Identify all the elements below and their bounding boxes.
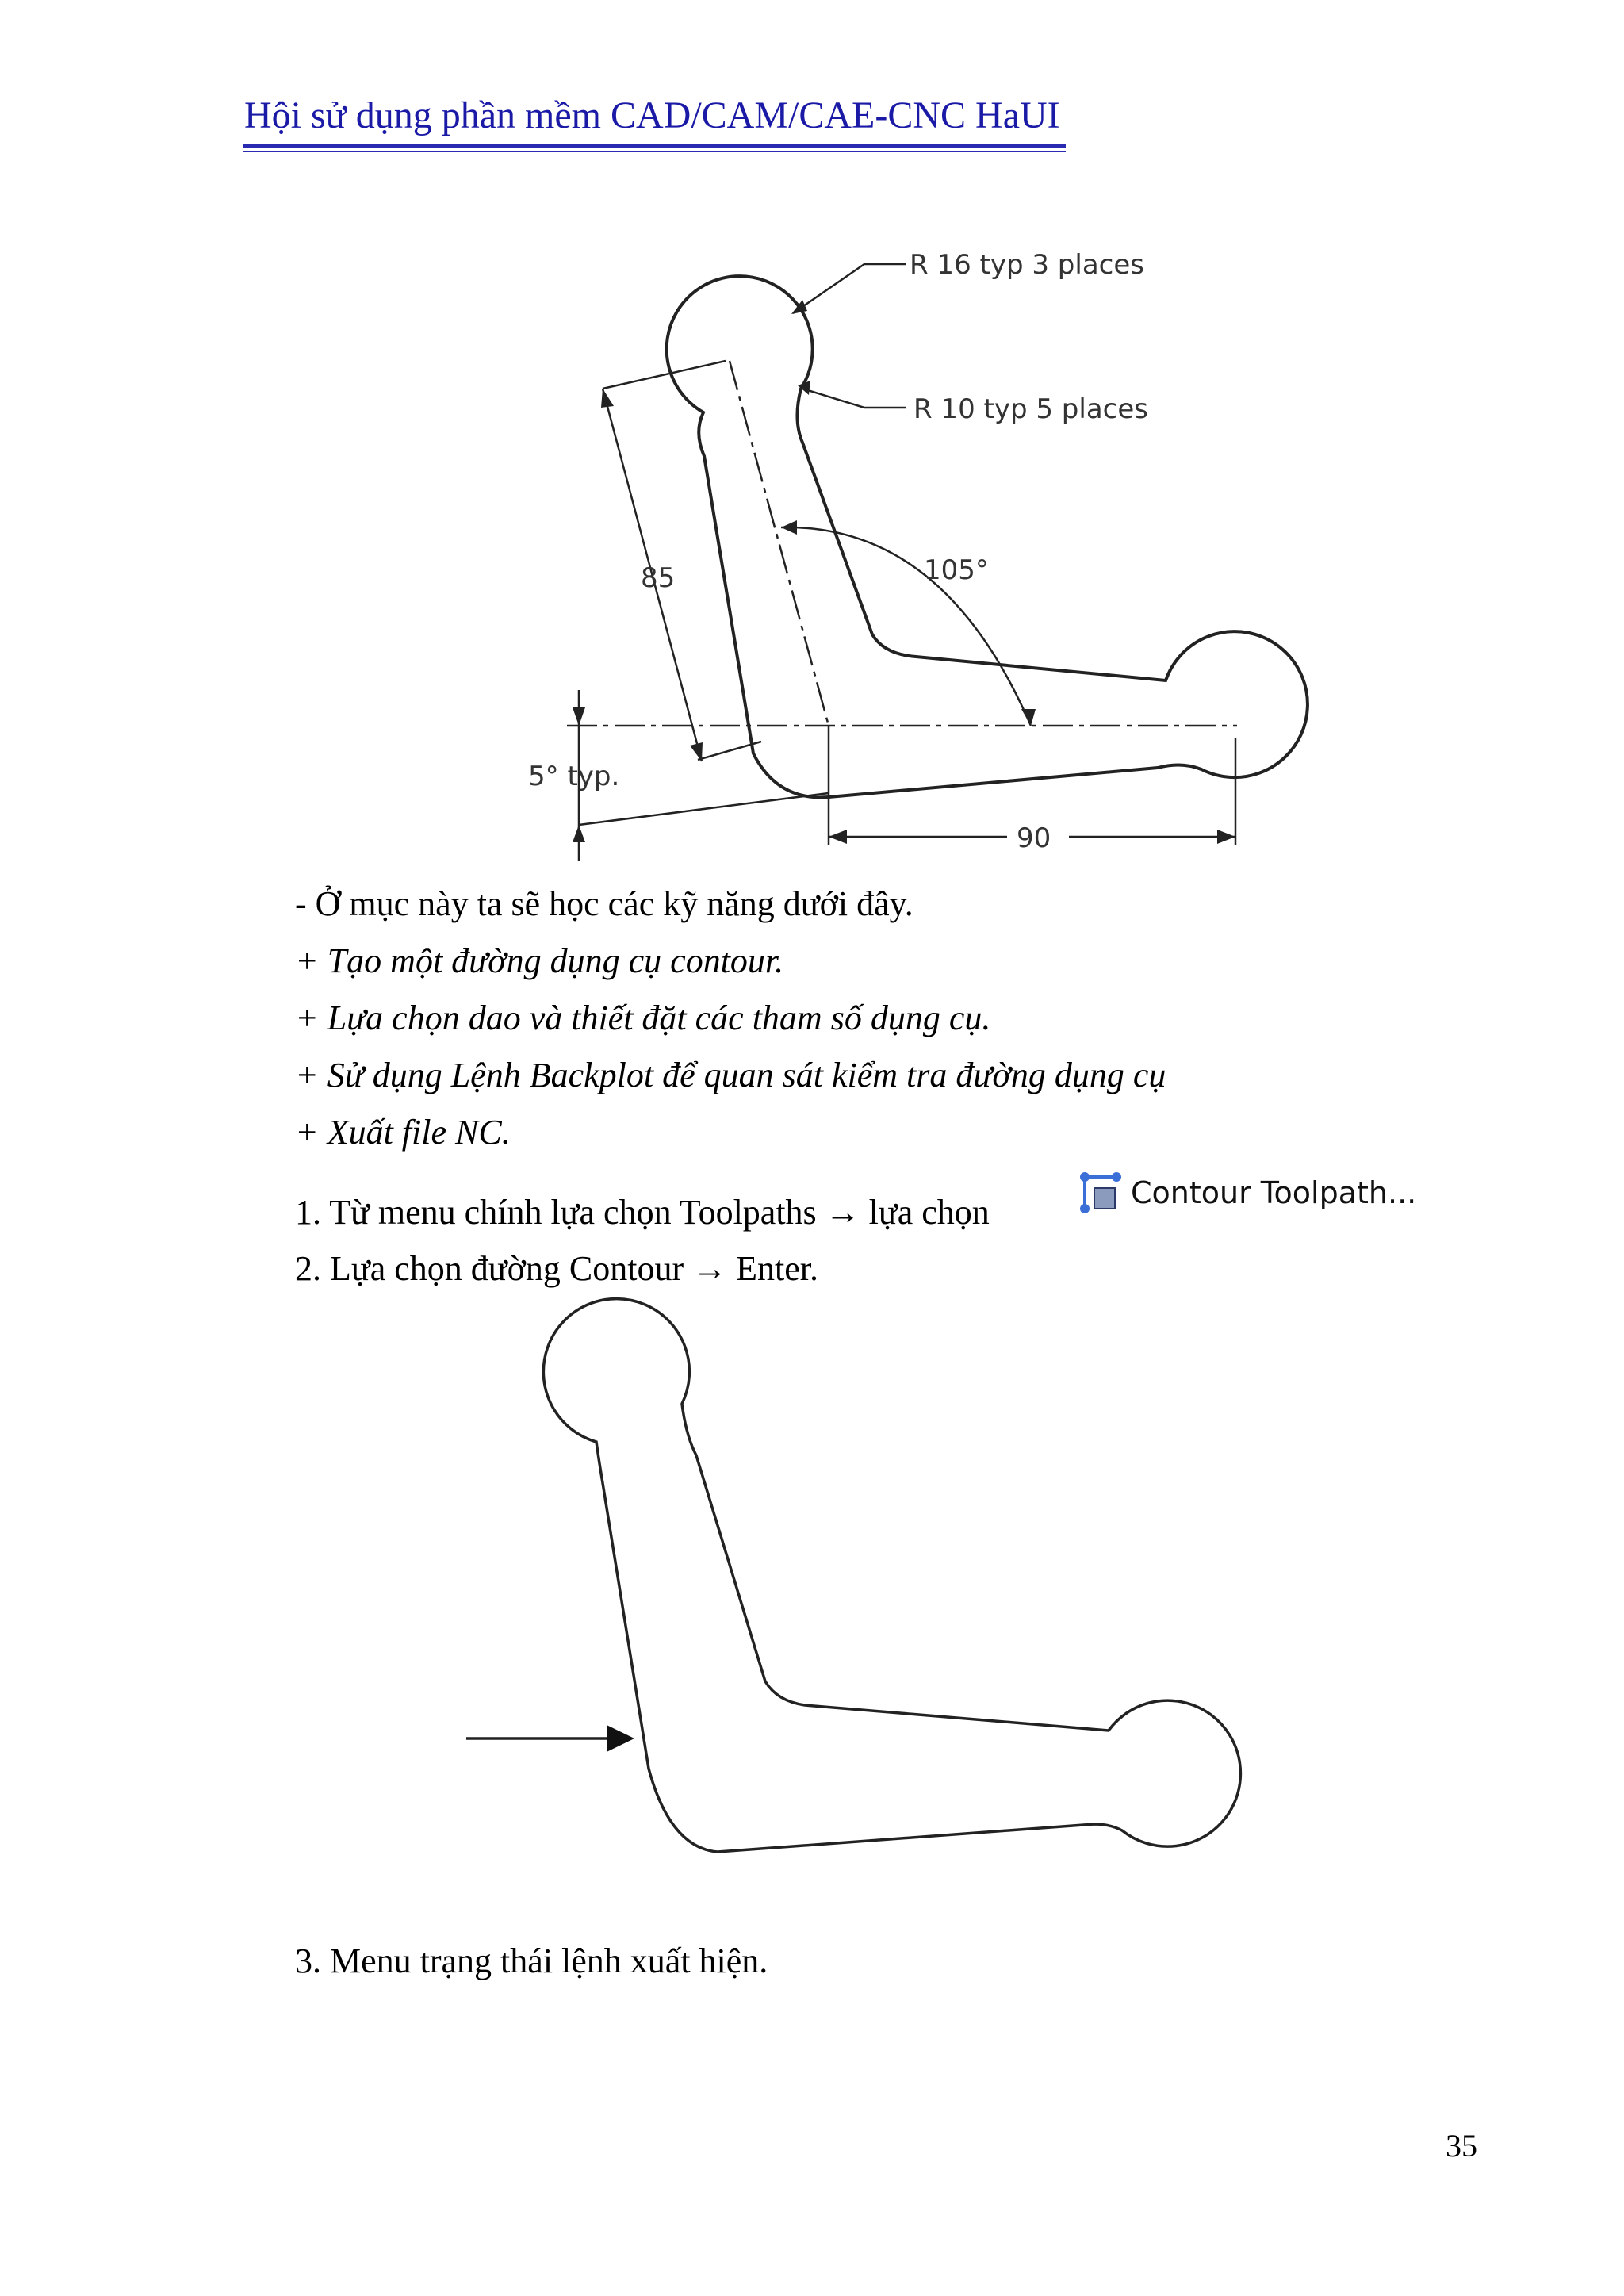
dimension-lines bbox=[579, 361, 1235, 861]
angle-105-label: 105° bbox=[924, 554, 989, 586]
radius-10-label: R 10 typ 5 places bbox=[914, 393, 1148, 425]
selection-arrowhead bbox=[607, 1725, 634, 1752]
intro-lead: - Ở mục này ta sẽ học các kỹ năng dưới đây. bbox=[295, 884, 914, 923]
angle-5-label: 5° typ. bbox=[528, 761, 620, 792]
part-outline bbox=[667, 276, 1308, 797]
bullet-item: + Xuất file NC. bbox=[295, 1113, 511, 1152]
step-2: 2. Lựa chọn đường Contour → Enter. bbox=[295, 1249, 818, 1288]
contour-toolpath-menu-item[interactable] bbox=[1078, 1169, 1416, 1217]
step-1: 1. Từ menu chính lựa chọn Toolpaths → lựa chọn bbox=[295, 1193, 990, 1232]
bullet-item: + Sử dụng Lệnh Backplot để quan sát kiểm tra đường dụng cụ bbox=[295, 1056, 1166, 1094]
page-header-title: Hội sử dụng phần mềm CAD/CAM/CAE-CNC HaUI bbox=[244, 94, 1060, 136]
radius-16-label: R 16 typ 3 places bbox=[910, 249, 1144, 281]
contour-toolpath-icon bbox=[1078, 1171, 1123, 1215]
bullet-item: + Tạo một đường dụng cụ contour. bbox=[295, 941, 784, 980]
length-85-label: 85 bbox=[641, 562, 676, 594]
bullet-item: + Lựa chọn dao và thiết đặt các tham số dụng cụ. bbox=[295, 999, 991, 1037]
dimension-labels bbox=[528, 249, 1148, 854]
contour-selection-figure bbox=[466, 1299, 1240, 1852]
contour-outline bbox=[543, 1299, 1240, 1852]
length-90-label: 90 bbox=[1017, 822, 1051, 854]
step-3: 3. Menu trạng thái lệnh xuất hiện. bbox=[295, 1941, 768, 1980]
page-number: 35 bbox=[1446, 2128, 1477, 2164]
contour-toolpath-label: Contour Toolpath... bbox=[1131, 1175, 1417, 1210]
